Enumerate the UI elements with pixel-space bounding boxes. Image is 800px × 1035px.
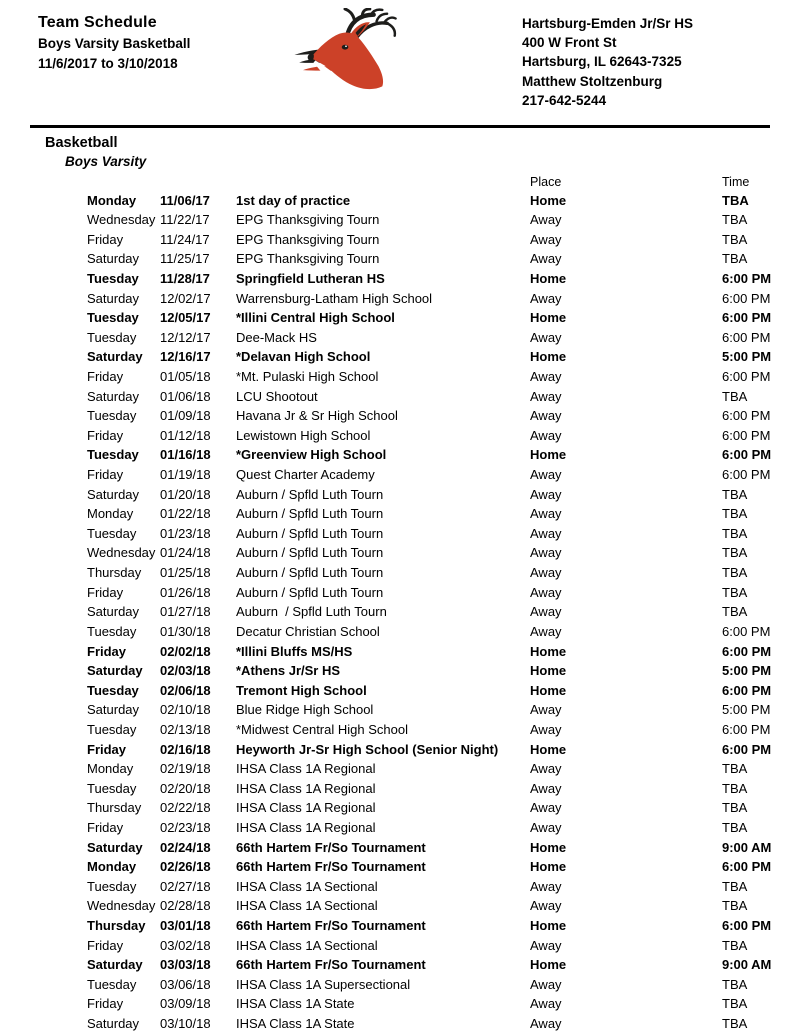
row-event: Quest Charter Academy bbox=[236, 467, 375, 483]
row-day: Tuesday bbox=[87, 721, 137, 737]
row-day: Friday bbox=[87, 231, 124, 247]
table-row bbox=[87, 896, 800, 916]
row-day: Friday bbox=[87, 741, 127, 757]
row-day: Wednesday bbox=[87, 212, 156, 228]
page-title: Team Schedule bbox=[38, 14, 157, 31]
row-date: 02/28/18 bbox=[160, 898, 211, 914]
row-event: Decatur Christian School bbox=[236, 623, 380, 639]
table-row bbox=[87, 798, 800, 818]
row-day: Tuesday bbox=[87, 878, 137, 894]
row-event: 1st day of practice bbox=[236, 192, 351, 208]
row-time: TBA bbox=[722, 545, 748, 561]
table-row bbox=[87, 347, 800, 367]
row-place: Away bbox=[530, 898, 562, 914]
row-event: 66th Hartem Fr/So Tournament bbox=[236, 839, 426, 855]
row-date: 11/25/17 bbox=[160, 251, 210, 267]
row-event: Tremont High School bbox=[236, 682, 367, 698]
row-place: Home bbox=[530, 859, 567, 875]
row-day: Friday bbox=[87, 937, 124, 953]
row-event: Auburn / Spfld Luth Tourn bbox=[236, 545, 384, 561]
table-row bbox=[87, 328, 800, 348]
school-address-line2: Hartsburg, IL 62643-7325 bbox=[522, 54, 682, 70]
row-time: TBA bbox=[722, 251, 748, 267]
table-row bbox=[87, 563, 800, 583]
row-place: Away bbox=[530, 212, 562, 228]
row-time: TBA bbox=[722, 820, 748, 835]
row-event: Heyworth Jr-Sr High School (Senior Night) bbox=[236, 741, 499, 757]
row-day: Saturday bbox=[87, 957, 143, 973]
row-time: TBA bbox=[722, 976, 748, 992]
row-day: Saturday bbox=[87, 1016, 140, 1032]
row-event: *Illini Bluffs MS/HS bbox=[236, 643, 353, 659]
row-time: 6:00 PM bbox=[722, 467, 771, 483]
row-date: 02/26/18 bbox=[160, 859, 211, 875]
table-row bbox=[87, 367, 800, 387]
row-event: 66th Hartem Fr/So Tournament bbox=[236, 957, 426, 973]
row-place: Away bbox=[530, 231, 562, 247]
row-day: Tuesday bbox=[87, 408, 137, 424]
row-event: Auburn / Spfld Luth Tourn bbox=[236, 604, 387, 620]
row-day: Tuesday bbox=[87, 623, 137, 639]
table-row bbox=[87, 1014, 800, 1034]
row-day: Saturday bbox=[87, 839, 143, 855]
row-place: Away bbox=[530, 1016, 562, 1032]
row-event: Lewistown High School bbox=[236, 427, 371, 443]
table-row bbox=[87, 759, 800, 779]
row-place: Away bbox=[530, 604, 562, 620]
row-place: Away bbox=[530, 467, 562, 483]
row-day: Tuesday bbox=[87, 525, 137, 541]
row-time: 6:00 PM bbox=[722, 623, 771, 639]
table-row bbox=[87, 445, 800, 465]
row-place: Away bbox=[530, 329, 562, 345]
row-time: 6:00 PM bbox=[722, 329, 771, 345]
table-row bbox=[87, 661, 800, 681]
table-row bbox=[87, 740, 800, 760]
row-time: TBA bbox=[722, 800, 748, 816]
row-place: Away bbox=[530, 251, 562, 267]
column-header-event-spacer bbox=[236, 176, 530, 190]
row-place: Away bbox=[530, 761, 562, 777]
row-day: Wednesday bbox=[87, 898, 156, 914]
row-place: Away bbox=[530, 996, 562, 1012]
row-time: 9:00 AM bbox=[722, 839, 772, 855]
row-day: Thursday bbox=[87, 800, 142, 816]
school-name: Hartsburg-Emden Jr/Sr HS bbox=[522, 16, 694, 31]
row-date: 03/01/18 bbox=[160, 918, 211, 934]
row-day: Saturday bbox=[87, 349, 143, 365]
row-date: 03/06/18 bbox=[160, 976, 211, 992]
table-row bbox=[87, 602, 800, 622]
row-date: 01/20/18 bbox=[160, 486, 211, 502]
row-day: Tuesday bbox=[87, 310, 139, 326]
row-day: Saturday bbox=[87, 388, 140, 404]
row-time: 6:00 PM bbox=[722, 721, 771, 737]
column-header-date-spacer bbox=[160, 176, 236, 190]
table-row bbox=[87, 681, 800, 701]
row-time: TBA bbox=[722, 565, 748, 581]
row-time: 6:00 PM bbox=[722, 741, 772, 757]
row-time: 6:00 PM bbox=[722, 427, 771, 443]
row-date: 01/05/18 bbox=[160, 368, 211, 384]
column-header-day-spacer bbox=[87, 176, 160, 190]
row-time: 6:00 PM bbox=[722, 447, 772, 463]
row-day: Monday bbox=[87, 192, 137, 208]
table-row bbox=[87, 524, 800, 544]
row-event: Warrensburg-Latham High School bbox=[236, 290, 433, 306]
row-date: 01/25/18 bbox=[160, 565, 211, 581]
row-date: 01/30/18 bbox=[160, 623, 211, 639]
row-time: 6:00 PM bbox=[722, 368, 771, 384]
row-place: Away bbox=[530, 506, 562, 522]
row-date: 01/22/18 bbox=[160, 506, 211, 522]
row-place: Home bbox=[530, 682, 567, 698]
row-event: Havana Jr & Sr High School bbox=[236, 408, 398, 424]
row-place: Home bbox=[530, 741, 567, 757]
row-time: 6:00 PM bbox=[722, 310, 772, 326]
row-event: Springfield Lutheran HS bbox=[236, 270, 385, 286]
row-place: Away bbox=[530, 290, 562, 306]
row-event: Auburn / Spfld Luth Tourn bbox=[236, 565, 384, 581]
row-time: 6:00 PM bbox=[722, 682, 772, 698]
row-event: *Illini Central High School bbox=[236, 310, 395, 326]
double-rule-divider bbox=[30, 125, 770, 128]
table-row bbox=[87, 838, 800, 858]
row-date: 02/24/18 bbox=[160, 839, 211, 855]
contact-phone: 217-642-5244 bbox=[522, 92, 607, 108]
row-day: Tuesday bbox=[87, 329, 137, 345]
row-time: 5:00 PM bbox=[722, 702, 771, 718]
row-place: Home bbox=[530, 349, 567, 365]
row-event: Auburn / Spfld Luth Tourn bbox=[236, 506, 384, 522]
row-event: IHSA Class 1A Sectional bbox=[236, 937, 378, 953]
row-time: TBA bbox=[722, 1016, 748, 1032]
sport-heading: Basketball bbox=[45, 135, 118, 151]
row-event: Auburn / Spfld Luth Tourn bbox=[236, 525, 384, 541]
row-time: 6:00 PM bbox=[722, 859, 772, 875]
row-date: 02/10/18 bbox=[160, 702, 211, 718]
header-left-block bbox=[38, 14, 190, 71]
row-date: 11/24/17 bbox=[160, 231, 210, 247]
row-date: 02/22/18 bbox=[160, 800, 211, 816]
table-row bbox=[87, 700, 800, 720]
row-date: 11/28/17 bbox=[160, 270, 210, 286]
row-day: Saturday bbox=[87, 702, 140, 718]
row-event: IHSA Class 1A Supersectional bbox=[236, 976, 411, 992]
row-day: Monday bbox=[87, 859, 137, 875]
table-row bbox=[87, 779, 800, 799]
row-event: LCU Shootout bbox=[236, 388, 318, 404]
row-time: TBA bbox=[722, 212, 748, 228]
row-time: 9:00 AM bbox=[722, 957, 772, 973]
row-time: 5:00 PM bbox=[722, 663, 772, 679]
row-place: Home bbox=[530, 918, 567, 934]
row-event: *Midwest Central High School bbox=[236, 721, 408, 737]
row-date: 03/09/18 bbox=[160, 996, 211, 1012]
row-date: 02/16/18 bbox=[160, 741, 211, 757]
row-date: 02/13/18 bbox=[160, 721, 211, 737]
row-place: Away bbox=[530, 545, 562, 561]
row-day: Tuesday bbox=[87, 976, 137, 992]
row-place: Away bbox=[530, 565, 562, 581]
row-time: TBA bbox=[722, 878, 748, 894]
row-place: Away bbox=[530, 937, 562, 953]
row-date: 03/03/18 bbox=[160, 957, 211, 973]
row-day: Tuesday bbox=[87, 447, 139, 463]
row-time: TBA bbox=[722, 780, 748, 796]
row-event: IHSA Class 1A State bbox=[236, 996, 355, 1012]
row-place: Home bbox=[530, 957, 567, 973]
row-time: TBA bbox=[722, 584, 748, 600]
row-day: Monday bbox=[87, 761, 134, 777]
table-row bbox=[87, 955, 800, 975]
table-row bbox=[87, 289, 800, 309]
table-row bbox=[87, 975, 800, 995]
table-row bbox=[87, 426, 800, 446]
row-date: 12/05/17 bbox=[160, 310, 211, 326]
table-row bbox=[87, 818, 800, 838]
row-time: 6:00 PM bbox=[722, 270, 772, 286]
row-time: TBA bbox=[722, 604, 748, 620]
row-time: 6:00 PM bbox=[722, 290, 771, 306]
row-date: 01/06/18 bbox=[160, 388, 211, 404]
table-row bbox=[87, 308, 800, 328]
table-row bbox=[87, 877, 800, 897]
row-date: 11/06/17 bbox=[160, 192, 210, 208]
row-place: Home bbox=[530, 192, 567, 208]
table-row bbox=[87, 720, 800, 740]
table-row bbox=[87, 543, 800, 563]
table-row bbox=[87, 583, 800, 603]
row-event: IHSA Class 1A Regional bbox=[236, 800, 376, 816]
stag-mascot-icon bbox=[293, 8, 399, 94]
row-date: 12/12/17 bbox=[160, 329, 211, 345]
row-place: Home bbox=[530, 839, 567, 855]
row-place: Away bbox=[530, 976, 562, 992]
row-place: Home bbox=[530, 643, 567, 659]
row-time: 6:00 PM bbox=[722, 918, 772, 934]
table-row bbox=[87, 249, 800, 269]
contact-name: Matthew Stoltzenburg bbox=[522, 73, 663, 89]
row-time: TBA bbox=[722, 898, 748, 914]
row-day: Friday bbox=[87, 427, 124, 443]
row-event: Blue Ridge High School bbox=[236, 702, 374, 718]
row-date: 01/16/18 bbox=[160, 447, 211, 463]
row-day: Friday bbox=[87, 368, 124, 384]
row-event: EPG Thanksgiving Tourn bbox=[236, 231, 380, 247]
row-date: 01/24/18 bbox=[160, 545, 211, 561]
row-day: Saturday bbox=[87, 663, 143, 679]
row-event: EPG Thanksgiving Tourn bbox=[236, 251, 380, 267]
table-row bbox=[87, 504, 800, 524]
team-subtitle: Boys Varsity Basketball bbox=[38, 36, 191, 51]
row-day: Friday bbox=[87, 996, 124, 1012]
column-header-time: Time bbox=[722, 175, 750, 189]
row-date: 03/10/18 bbox=[160, 1016, 211, 1032]
row-date: 01/23/18 bbox=[160, 525, 211, 541]
row-day: Thursday bbox=[87, 565, 142, 581]
row-time: TBA bbox=[722, 506, 748, 522]
table-row bbox=[87, 916, 800, 936]
row-place: Away bbox=[530, 800, 562, 816]
schedule-rows bbox=[87, 191, 800, 1034]
row-time: 6:00 PM bbox=[722, 643, 772, 659]
row-place: Home bbox=[530, 270, 567, 286]
row-place: Home bbox=[530, 663, 567, 679]
row-day: Thursday bbox=[87, 918, 146, 934]
row-event: Dee-Mack HS bbox=[236, 329, 317, 345]
row-day: Saturday bbox=[87, 604, 140, 620]
table-row bbox=[87, 191, 800, 211]
row-place: Away bbox=[530, 427, 562, 443]
table-row bbox=[87, 230, 800, 250]
table-row bbox=[87, 622, 800, 642]
row-event: EPG Thanksgiving Tourn bbox=[236, 212, 380, 228]
row-time: TBA bbox=[722, 525, 748, 541]
row-date: 12/16/17 bbox=[160, 349, 211, 365]
row-day: Friday bbox=[87, 584, 124, 600]
row-day: Monday bbox=[87, 506, 134, 522]
row-day: Friday bbox=[87, 820, 124, 835]
row-day: Wednesday bbox=[87, 545, 156, 561]
row-event: *Mt. Pulaski High School bbox=[236, 368, 379, 384]
row-date: 02/06/18 bbox=[160, 682, 211, 698]
table-row bbox=[87, 406, 800, 426]
row-date: 02/27/18 bbox=[160, 878, 211, 894]
row-time: TBA bbox=[722, 761, 748, 777]
row-time: TBA bbox=[722, 996, 748, 1012]
schedule-table bbox=[0, 176, 800, 1034]
row-place: Away bbox=[530, 702, 562, 718]
table-row bbox=[87, 465, 800, 485]
page-header bbox=[0, 0, 800, 125]
row-date: 02/23/18 bbox=[160, 820, 211, 835]
row-day: Tuesday bbox=[87, 682, 139, 698]
row-place: Away bbox=[530, 486, 562, 502]
season-date-range: 11/6/2017 to 3/10/2018 bbox=[38, 56, 178, 71]
row-time: 6:00 PM bbox=[722, 408, 771, 424]
row-time: TBA bbox=[722, 231, 748, 247]
row-place: Away bbox=[530, 721, 562, 737]
header-right-block bbox=[522, 14, 693, 110]
row-place: Home bbox=[530, 310, 567, 326]
table-row bbox=[87, 642, 800, 662]
row-event: IHSA Class 1A State bbox=[236, 1016, 355, 1032]
row-event: 66th Hartem Fr/So Tournament bbox=[236, 859, 426, 875]
row-date: 11/22/17 bbox=[160, 212, 210, 228]
row-time: TBA bbox=[722, 937, 748, 953]
row-event: IHSA Class 1A Regional bbox=[236, 820, 376, 835]
row-date: 01/26/18 bbox=[160, 584, 211, 600]
row-event: Auburn / Spfld Luth Tourn bbox=[236, 584, 384, 600]
row-time: TBA bbox=[722, 388, 748, 404]
row-event: *Greenview High School bbox=[236, 447, 387, 463]
row-date: 02/03/18 bbox=[160, 663, 211, 679]
row-event: IHSA Class 1A Regional bbox=[236, 761, 376, 777]
row-day: Saturday bbox=[87, 486, 140, 502]
row-date: 12/02/17 bbox=[160, 290, 211, 306]
school-address-line1: 400 W Front St bbox=[522, 35, 617, 51]
table-row bbox=[87, 994, 800, 1014]
row-day: Saturday bbox=[87, 251, 140, 267]
row-event: *Delavan High School bbox=[236, 349, 371, 365]
row-place: Away bbox=[530, 525, 562, 541]
row-place: Home bbox=[530, 447, 567, 463]
team-heading: Boys Varsity bbox=[65, 154, 147, 169]
row-event: IHSA Class 1A Sectional bbox=[236, 878, 378, 894]
row-place: Away bbox=[530, 820, 562, 835]
row-day: Tuesday bbox=[87, 270, 139, 286]
row-time: TBA bbox=[722, 486, 748, 502]
row-day: Friday bbox=[87, 643, 127, 659]
row-place: Away bbox=[530, 388, 562, 404]
table-row bbox=[87, 857, 800, 877]
row-place: Away bbox=[530, 623, 562, 639]
table-row bbox=[87, 210, 800, 230]
row-day: Tuesday bbox=[87, 780, 137, 796]
row-day: Saturday bbox=[87, 290, 140, 306]
row-place: Away bbox=[530, 780, 562, 796]
table-row bbox=[87, 269, 800, 289]
row-date: 03/02/18 bbox=[160, 937, 211, 953]
table-row bbox=[87, 485, 800, 505]
row-event: IHSA Class 1A Sectional bbox=[236, 898, 378, 914]
row-date: 02/02/18 bbox=[160, 643, 211, 659]
row-day: Friday bbox=[87, 467, 124, 483]
row-place: Away bbox=[530, 368, 562, 384]
row-time: 5:00 PM bbox=[722, 349, 772, 365]
row-place: Away bbox=[530, 584, 562, 600]
row-place: Away bbox=[530, 408, 562, 424]
row-date: 02/20/18 bbox=[160, 780, 211, 796]
column-header-place: Place bbox=[530, 175, 562, 189]
row-event: IHSA Class 1A Regional bbox=[236, 780, 376, 796]
row-date: 01/27/18 bbox=[160, 604, 211, 620]
row-date: 01/09/18 bbox=[160, 408, 211, 424]
row-event: *Athens Jr/Sr HS bbox=[236, 663, 341, 679]
table-row bbox=[87, 387, 800, 407]
row-date: 02/19/18 bbox=[160, 761, 211, 777]
row-date: 01/12/18 bbox=[160, 427, 211, 443]
row-event: Auburn / Spfld Luth Tourn bbox=[236, 486, 384, 502]
row-place: Away bbox=[530, 878, 562, 894]
row-date: 01/19/18 bbox=[160, 467, 211, 483]
row-event: 66th Hartem Fr/So Tournament bbox=[236, 918, 426, 934]
table-row bbox=[87, 936, 800, 956]
row-time: TBA bbox=[722, 192, 749, 208]
table-header-row bbox=[87, 176, 800, 190]
